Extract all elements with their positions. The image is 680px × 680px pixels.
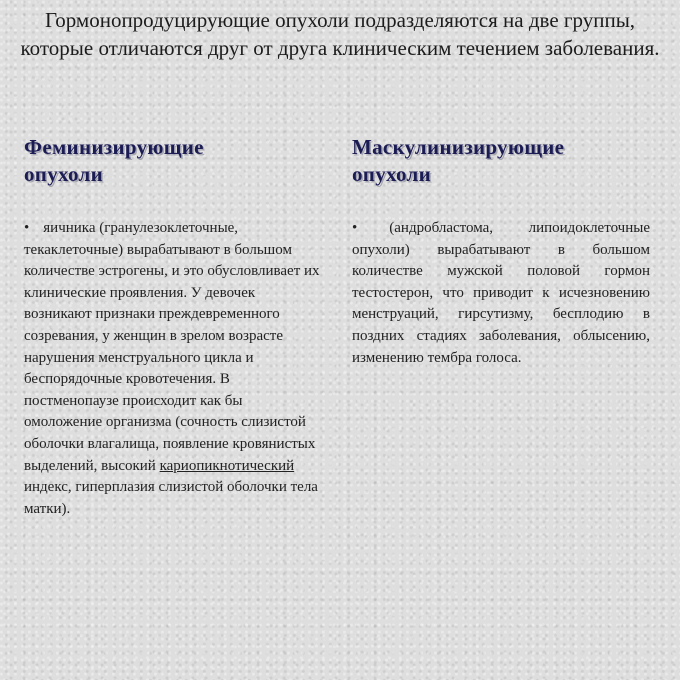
bullet-icon: • [352,220,358,236]
feminizing-heading-line1: Феминизирующие [24,135,204,159]
feminizing-heading-line2: опухоли [24,162,104,186]
feminizing-text-part2: индекс, гиперплазия слизистой оболочки тела матки). [24,479,318,517]
masculinizing-text: (андробластома, липоидоклеточные опухоли) вырабатывают в большом количестве мужской половой гормон тестостерон, что приводит к исчезновению менструаций, гирсутизму, бесплодию в поздних стадиях заболевания, облысению, изменению тембра голоса. [352,220,650,366]
masculinizing-heading [352,134,650,188]
feminizing-text-part1: яичника (гранулезоклеточные, текаклеточные) вырабатывают в большом количестве эстрогены, и это обусловливает их клинические проявления. У девочек возникают признаки преждевременного созревания, у женщин в зрелом возрасте нарушения менструального цикла и беспорядочные кровотечения. В постменопаузе происходит как бы омоложение организма (сочность слизистой оболочки влагалища, появление кровянистых выделений, высокий [24,220,320,474]
bullet-icon: • [24,220,30,236]
feminizing-column [24,134,324,520]
masculinizing-column [352,134,650,369]
feminizing-description [24,218,324,520]
underlined-term: кариопикнотический [159,457,295,474]
masculinizing-description [352,218,650,369]
masculinizing-heading-line2: опухоли [352,162,432,186]
feminizing-heading [24,134,324,188]
page-title: Гормонопродуцирующие опухоли подразделяются на две группы, которые отличаются друг от друга клиническим течением заболевания. [20,8,660,60]
masculinizing-heading-line1: Маскулинизирующие [352,135,565,159]
